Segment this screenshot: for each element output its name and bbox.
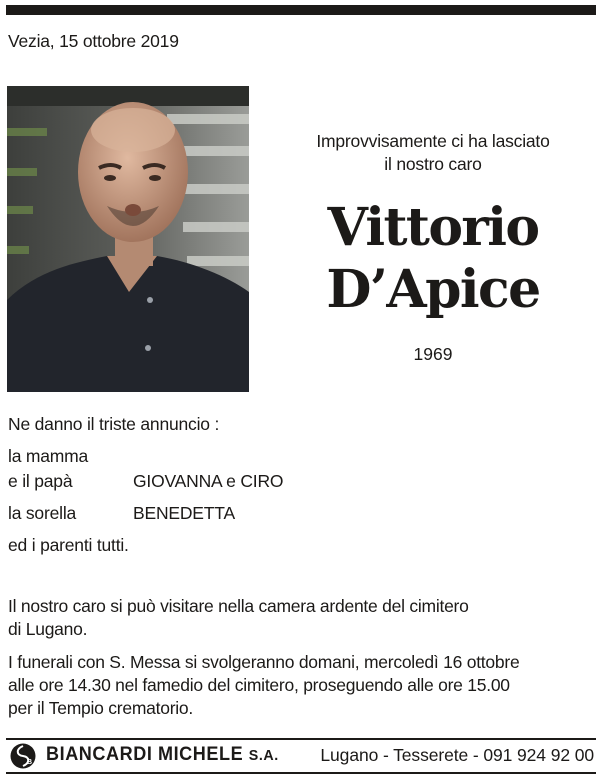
visit-line-1: Il nostro caro si può visitare nella camera ardente del cimitero [8, 596, 469, 616]
logo-letter: B [27, 759, 33, 766]
relative-label: la mamma [8, 446, 89, 466]
announcement-heading: Ne danno il triste annuncio : [8, 414, 220, 434]
intro-line-1: Improvvisamente ci ha lasciato [316, 131, 550, 151]
footer-top-rule [6, 738, 596, 740]
company-suffix: S.A. [248, 747, 279, 764]
visit-line-2: di Lugano. [8, 619, 88, 639]
place-date: Vezia, 15 ottobre 2019 [8, 31, 179, 51]
intro-line-2: il nostro caro [384, 154, 482, 174]
company-name [46, 744, 279, 766]
funeral-line-2: alle ore 14.30 nel famedio del cimitero, proseguendo alle ore 15.00 [8, 675, 510, 695]
company-name-main: BIANCARDI MICHELE [46, 744, 244, 765]
company-contact: Lugano - Tesserete - 091 924 92 00 [320, 745, 594, 765]
visit-paragraph [8, 595, 596, 641]
funeral-home-logo-icon [10, 743, 36, 769]
relative-names: BENEDETTA [133, 503, 235, 523]
relative-label: ed i parenti tutti. [8, 535, 129, 555]
funeral-line-1: I funerali con S. Messa si svolgeranno domani, mercoledì 16 ottobre [8, 652, 520, 672]
portrait-photo [7, 86, 249, 392]
deceased-first-name: Vittorio [327, 197, 539, 258]
relative-names: GIOVANNA e CIRO [133, 471, 284, 491]
birth-year: 1969 [413, 344, 453, 364]
footer-bottom-rule [6, 772, 596, 774]
relative-label: e il papà [8, 471, 73, 491]
funeral-paragraph [8, 651, 596, 720]
funeral-line-3: per il Tempio crematorio. [8, 698, 194, 718]
deceased-last-name: D’Apice [326, 259, 540, 320]
relative-label: la sorella [8, 503, 77, 523]
intro-text [276, 130, 590, 176]
top-rule [6, 5, 596, 15]
